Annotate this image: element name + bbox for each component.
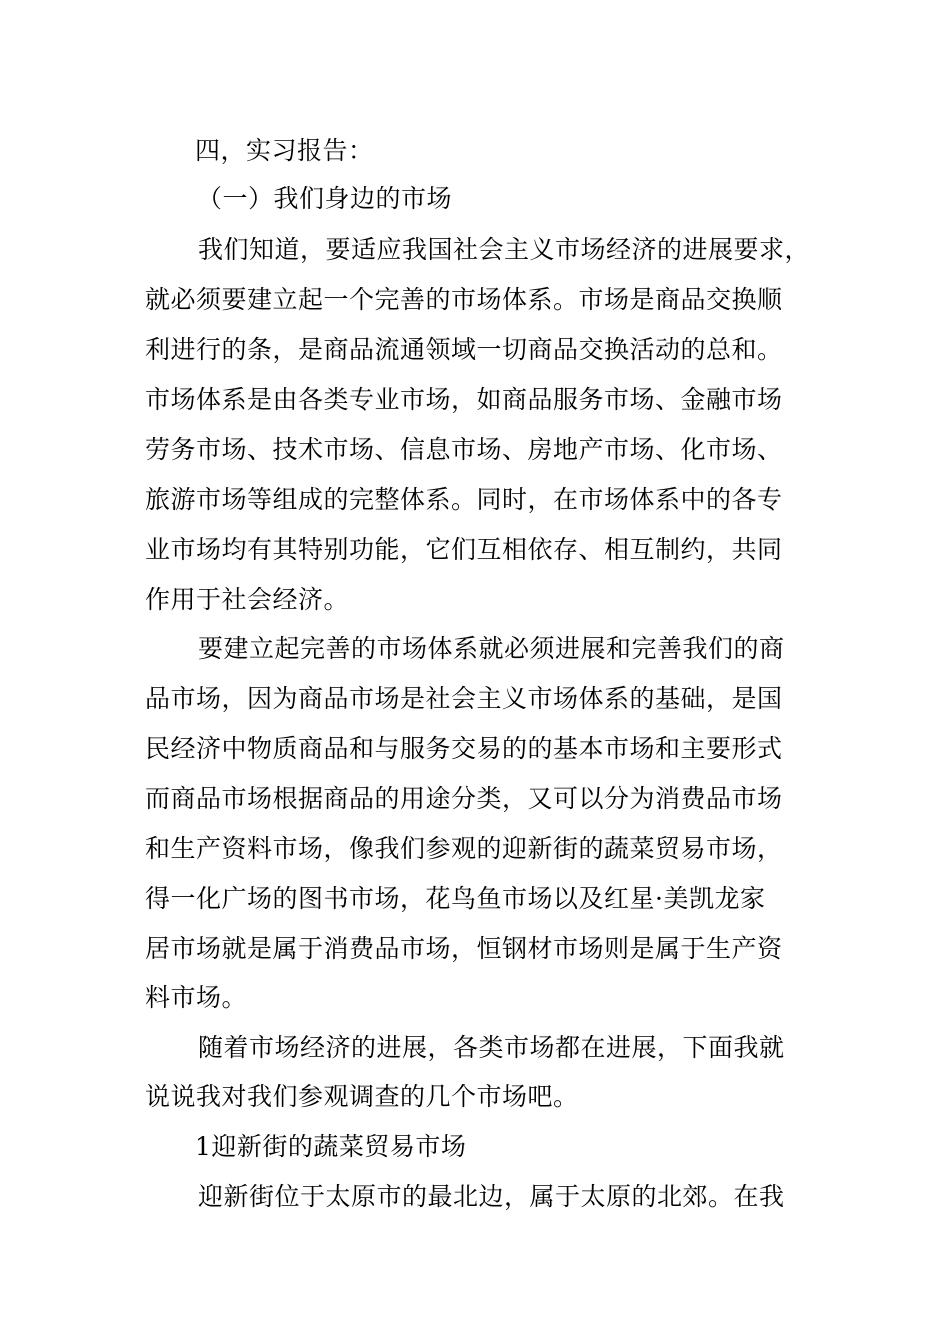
paragraph-line: 迎新街位于太原市的最北边，属于太原的北郊。在我	[198, 1182, 785, 1211]
paragraph-line: 和生产资料市场，像我们参观的迎新街的蔬菜贸易市场，	[145, 834, 783, 863]
paragraph-line: 旅游市场等组成的完整体系。同时，在市场体系中的各专	[145, 485, 783, 514]
paragraph-line: 随着市场经济的进展，各类市场都在进展，下面我就	[198, 1033, 785, 1062]
paragraph-line: 作用于社会经济。	[145, 585, 350, 614]
paragraph-line: 居市场就是属于消费品市场，恒钢材市场则是属于生产资	[145, 934, 783, 963]
paragraph-line: 而商品市场根据商品的用途分类，又可以分为消费品市场	[145, 784, 783, 813]
paragraph-line: 业市场均有其特别功能，它们互相依存、相互制约，共同	[145, 535, 783, 564]
subsection-heading: （一）我们身边的市场	[197, 184, 453, 213]
paragraph-line: 说说我对我们参观调查的几个市场吧。	[145, 1082, 579, 1111]
section-heading: 四，实习报告：	[195, 136, 374, 165]
paragraph-line: 得一化广场的图书市场，花鸟鱼市场以及红星·美凯龙家	[145, 884, 766, 913]
paragraph-line: 就必须要建立起一个完善的市场体系。市场是商品交换顺	[145, 285, 783, 314]
paragraph-line: 劳务市场、技术市场、信息市场、房地产市场、化市场、	[145, 435, 783, 464]
paragraph-line: 品市场，因为商品市场是社会主义市场体系的基础，是国	[145, 684, 783, 713]
paragraph-line: 民经济中物质商品和与服务交易的的基本市场和主要形式	[145, 734, 783, 763]
paragraph-line: 市场体系是由各类专业市场，如商品服务市场、金融市场	[145, 385, 783, 414]
paragraph-line: 要建立起完善的市场体系就必须进展和完善我们的商	[198, 634, 785, 663]
paragraph-line: 我们知道，要适应我国社会主义市场经济的进展要求，	[198, 235, 811, 264]
numbered-section-title: 1迎新街的蔬菜贸易市场	[195, 1132, 467, 1161]
paragraph-line: 利进行的条，是商品流通领域一切商品交换活动的总和。	[145, 335, 783, 364]
paragraph-line: 料市场。	[145, 983, 248, 1012]
